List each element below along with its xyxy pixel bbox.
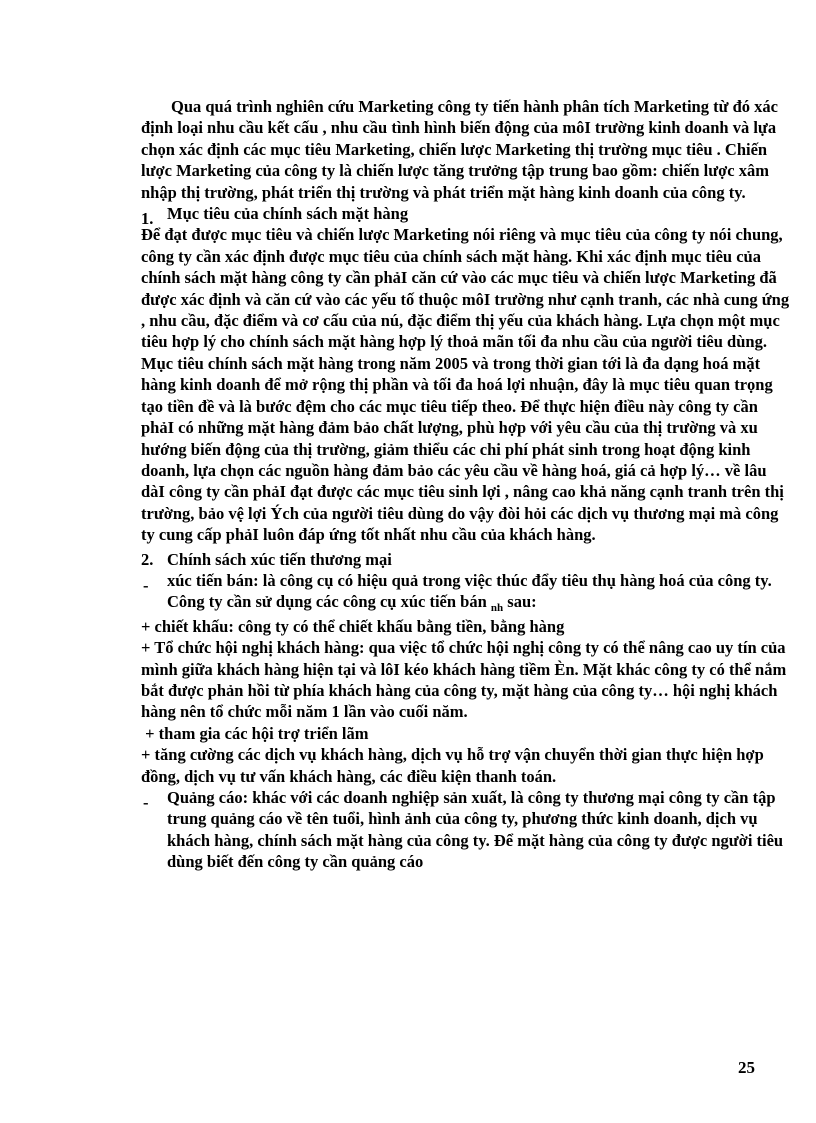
section-1-paragraph-2: Mục tiêu chính sách mặt hàng trong năm 2005 và trong thời gian tới là đa dạng hoá mặt hàng kinh doanh để mở rộng thị phần và tối đa hoá lợi nhuận, đây là mục tiêu quan trọng tạo tiền đề và là bước đệm cho các mục tiêu tiếp theo. Để thực hiện điều này công ty cần phảI có những mặt hàng đảm bảo chất lượng, phù hợp với yêu cầu của thị trường và xu hướng biến động của thị trường, giảm thiểu các chi phí phát sinh trong hoạt động kinh doanh, lựa chọn các nguồn hàng đảm bảo các yêu cầu về hàng hoá, giá cả hợp lý… về lâu dàI công ty cần phảI đạt được các mục tiêu sinh lợi , nâng cao khả năng cạnh tranh trên thị trường, bảo vệ lợi Ých của người tiêu dùng do vậy đòi hỏi các dịch vụ thương mại mà công ty cung cấp phảI luôn đáp ứng tốt nhất nhu cầu của khách hàng.	[141, 353, 784, 545]
section-2-title: Chính sách xúc tiến thương mại	[167, 549, 392, 569]
section-1-paragraph-1: Để đạt được mục tiêu và chiến lược Marketing nói riêng và mục tiêu của công ty nói chung, công ty cần xác định được mục tiêu của chính sách mặt hàng. Khi xác định mục tiêu của chính sách mặt hàng công ty cần phảI căn cứ vào các mục tiêu và chiến lược Marketing đã được xác định và căn cứ vào các yếu tố thuộc môI trường như cạnh tranh, các nhà cung ứng , nhu cầu, đặc điểm và cơ cấu của nú, đặc điểm thị yếu của khách hàng. Lựa chọn một mục tiêu hợp lý cho chính sách mặt hàng hợp lý thoả mãn tối đa nhu cầu của người tiêu dùng.	[141, 225, 790, 352]
sales-promotion-subscript: nh	[490, 602, 504, 615]
dash-bullet: -	[143, 575, 149, 595]
page-body	[141, 96, 791, 873]
section-1-heading	[141, 203, 791, 229]
list-item-sales-promotion	[141, 570, 791, 616]
advertising-text: Quảng cáo: khác với các doanh nghiệp sản xuất, là công ty thương mại công ty cần tập trung quảng cáo về tên tuổi, hình ảnh của công ty, phương thức kinh doanh, dịch vụ khách hàng, chính sách mặt hàng của công ty. Để mặt hàng của công ty được người tiêu dùng biết đến công ty cần quảng cáo	[167, 788, 784, 872]
sales-promotion-text: xúc tiến bán: là công cụ có hiệu quả trong việc thúc đẩy tiêu thụ hàng hoá của công ty. Công ty cần sử dụng các công cụ xúc tiến bán	[167, 570, 772, 612]
intro-paragraph: Qua quá trình nghiên cứu Marketing công ty tiến hành phân tích Marketing từ đó xác định loại nhu cầu kết cấu , nhu cầu tình hình biến động của môI trường kinh doanh và lựa chọn xác định các mục tiêu Marketing, chiến lược Marketing thị trường mục tiêu . Chiến lược Marketing của công ty là chiến lược tăng trưởng tập trung bao gồm: chiến lược xâm nhập thị trường, phát triển thị trường và phát triển mặt hàng kinh doanh của công ty.	[141, 97, 778, 202]
line-customer-services: + tăng cường các dịch vụ khách hàng, dịch vụ hỗ trợ vận chuyển thời gian thực hiện hợp đồng, dịch vụ tư vấn khách hàng, các điều kiện thanh toán.	[141, 745, 764, 786]
page-number: 25	[738, 1058, 755, 1077]
line-customer-conference: + Tổ chức hội nghị khách hàng: qua việc tổ chức hội nghị công ty có thể nâng cao uy tín của mình giữa khách hàng hiện tại và lôI kéo khách hàng tiềm Èn. Mặt khác công ty có thể nắm bắt được phản hồi từ phía khách hàng của công ty, mặt hàng của công ty… hội nghị khách hàng nên tổ chức mỗi năm 1 lần vào cuối năm.	[141, 638, 787, 722]
section-1-title: Mục tiêu của chính sách mặt hàng	[167, 204, 409, 224]
section-2-heading	[141, 549, 791, 570]
section-1-number: 1.	[141, 209, 154, 229]
dash-bullet: -	[143, 793, 149, 812]
line-trade-fair: + tham gia các hội trợ triển lãm	[141, 723, 369, 743]
sales-promotion-text-end: sau:	[503, 592, 537, 612]
list-item-advertising	[141, 787, 791, 873]
line-discount: + chiết khấu: công ty có thể chiết khấu bằng tiền, bằng hàng	[141, 616, 565, 636]
section-2-number: 2.	[141, 549, 154, 569]
